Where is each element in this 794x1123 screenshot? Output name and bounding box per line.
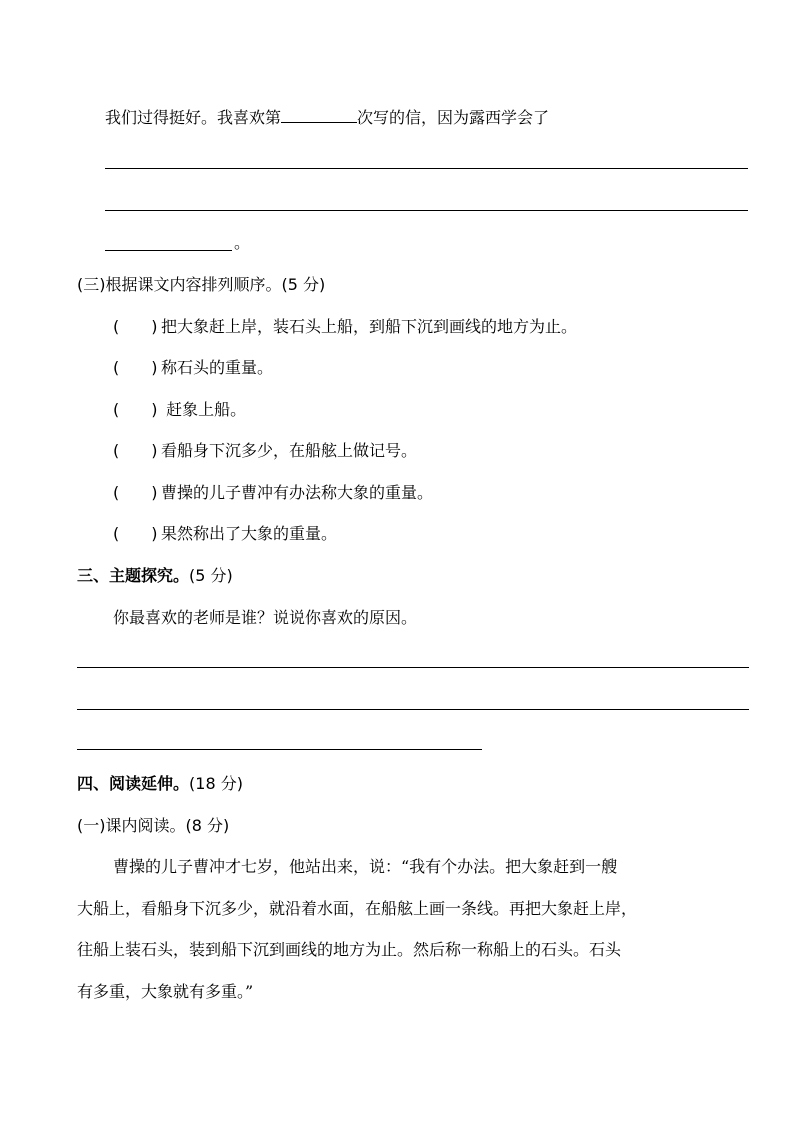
order-item-text: 把大象赶上岸，装石头上船，到船下沉到画线的地方为止。	[161, 317, 578, 336]
order-item	[113, 317, 577, 337]
letter-text-after: 次写的信，因为露西学会了	[357, 108, 550, 127]
order-item-text: 曹操的儿子曹冲有办法称大象的重量。	[161, 483, 434, 502]
passage-line: 有多重，大象就有多重。”	[77, 982, 254, 1001]
passage-line: 曹操的儿子曹冲才七岁，他站出来，说：“我有个办法。把大象赶到一艘	[113, 857, 618, 876]
section-heading-score: (18 分)	[189, 774, 243, 793]
order-blank[interactable]: ( )	[113, 400, 158, 419]
order-blank[interactable]: ( )	[113, 524, 158, 543]
order-blank[interactable]: ( )	[113, 441, 158, 460]
section-heading	[77, 566, 233, 586]
section-heading-title: 三、主题探究。	[77, 566, 190, 585]
order-item	[113, 400, 246, 420]
passage-line: 大船上，看船身下沉多少，就沿着水面，在船舷上画一条线。再把大象赶上岸，	[77, 899, 638, 918]
order-item	[113, 358, 273, 378]
section-heading-score: (5 分)	[189, 566, 233, 585]
letter-text-before: 我们过得挺好。我喜欢第	[105, 108, 282, 127]
passage-line: 往船上装石头，装到船下沉到画线的地方为止。然后称一称船上的石头。石头	[77, 940, 622, 959]
order-item	[113, 441, 417, 461]
answer-line[interactable]	[105, 168, 748, 169]
answer-line[interactable]	[105, 210, 748, 211]
answer-line-short[interactable]	[77, 749, 482, 750]
subsection-heading: (一)课内阅读。(8 分)	[77, 816, 230, 835]
order-item-text: 赶象上船。	[161, 400, 247, 419]
order-item-text: 称石头的重量。	[161, 358, 274, 377]
letter-end-mark: 。	[234, 233, 251, 252]
section-heading-title: 四、阅读延伸。	[77, 774, 190, 793]
answer-line-short[interactable]	[105, 250, 232, 251]
order-blank[interactable]: ( )	[113, 358, 158, 377]
letter-blank[interactable]	[281, 108, 357, 123]
section-heading	[77, 774, 243, 794]
answer-line[interactable]	[77, 709, 749, 710]
subsection-heading: (三)根据课文内容排列顺序。(5 分)	[77, 275, 326, 294]
letter-line	[105, 108, 549, 128]
order-item-text: 看船身下沉多少，在船舷上做记号。	[161, 441, 418, 460]
order-blank[interactable]: ( )	[113, 317, 158, 336]
order-item-text: 果然称出了大象的重量。	[161, 524, 338, 543]
order-item	[113, 483, 433, 503]
question-text: 你最喜欢的老师是谁？说说你喜欢的原因。	[113, 608, 418, 627]
answer-line[interactable]	[77, 667, 749, 668]
order-blank[interactable]: ( )	[113, 483, 158, 502]
order-item	[113, 524, 337, 544]
